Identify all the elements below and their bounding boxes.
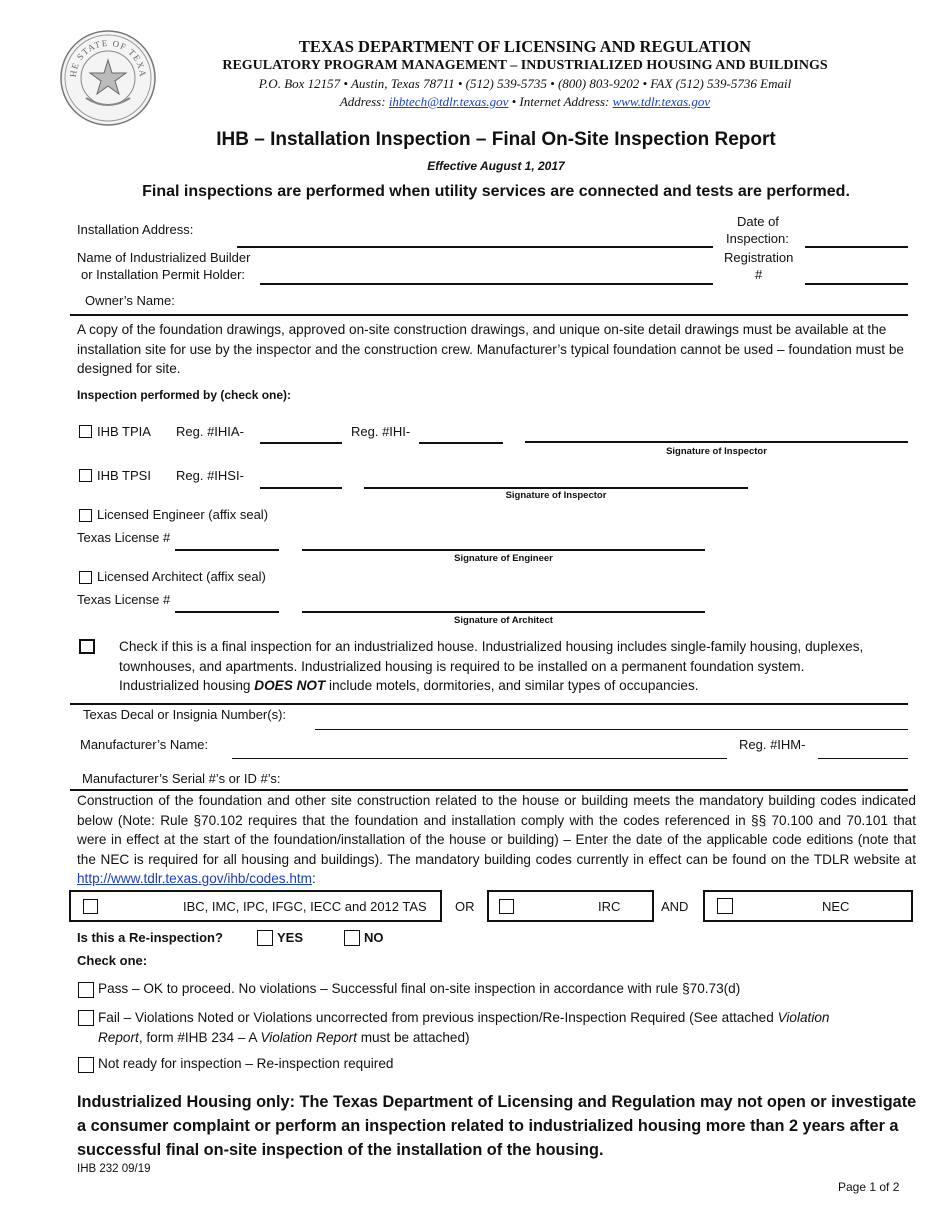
page-number: Page 1 of 2 [838, 1180, 900, 1194]
does-not-emphasis: DOES NOT [254, 678, 326, 693]
decal-label: Texas Decal or Insignia Number(s): [83, 707, 287, 722]
tpia-signature-label: Signature of Inspector [666, 446, 767, 457]
builder-field[interactable] [260, 283, 713, 285]
registration-field[interactable] [805, 283, 908, 285]
divider [70, 703, 908, 705]
fail-text-2: , form #IHB 234 – A [138, 1029, 261, 1045]
or-label: OR [455, 899, 475, 914]
reg-ihi-label: Reg. #IHI- [351, 424, 411, 439]
fail-report-word: Report [98, 1029, 139, 1045]
decal-field[interactable] [315, 729, 908, 730]
fail-violation-word: Violation [777, 1010, 830, 1025]
contact-line: P.O. Box 12157 • Austin, Texas 78711 • (512) 539-5735 • (800) 803-9202 • FAX (512) 539-5736 Email [258, 76, 792, 91]
final-house-line-3-post: include motels, dormitories, and similar types of occupancies. [325, 678, 699, 693]
fail-line-1 [98, 1008, 898, 1028]
reg-ihm-field[interactable] [818, 758, 908, 759]
tpsi-signature-field[interactable] [364, 487, 748, 489]
effective-date: Effective August 1, 2017 [427, 159, 565, 173]
fail-checkbox[interactable] [78, 1010, 94, 1026]
irc-label: IRC [598, 899, 621, 914]
foundation-notice: A copy of the foundation drawings, approved on-site construction drawings, and unique on-site detail drawings must be available at the installation site for use by the inspector and the construction crew. Manufacturer’s typical foundation cannot be used – foundation must be designed for site. [77, 322, 904, 376]
date-of-inspection-label-2: Inspection: [726, 231, 789, 246]
agency-name: TEXAS DEPARTMENT OF LICENSING AND REGULATION [298, 37, 752, 56]
nec-option-box [703, 890, 913, 922]
reinspection-yes-checkbox[interactable] [257, 930, 273, 946]
form-id: IHB 232 09/19 [77, 1163, 151, 1175]
codes-body: Construction of the foundation and other site construction related to the house or building meets the mandatory building codes indicated below (Note: Rule §70.102 requires that the foundation and installation comply with the codes referenced in §§ 70.100 and 70.101 that were in effect at the start of the foundation/installation of the house or building) – Enter the date of the applicable code editions (note that the NEC is required for all housing and buildings). The mandatory building codes currently in effect can be found on the TDLR website at [77, 793, 916, 867]
fail-label [98, 1008, 898, 1047]
installation-address-field[interactable] [237, 246, 713, 248]
tpsi-signature-label: Signature of Inspector [505, 490, 607, 501]
footer-notice: Industrialized Housing only: The Texas Department of Licensing and Regulation may not open or investigate a consumer complaint or perform an inspection related to industrialized housing more than 2 years after a successful final on-site inspection of the installation of the housing. [77, 1093, 917, 1159]
program-name: REGULATORY PROGRAM MANAGEMENT – INDUSTRIALIZED HOUSING AND BUILDINGS [222, 58, 828, 73]
engineer-signature-field[interactable] [302, 549, 705, 551]
final-house-line-3-pre: Industrialized housing [119, 678, 255, 693]
nec-checkbox[interactable] [717, 898, 733, 914]
ihb-tpia-checkbox[interactable] [79, 425, 92, 438]
nec-label: NEC [822, 899, 850, 914]
reg-ihm-label: Reg. #IHM- [739, 737, 806, 752]
installation-address-label: Installation Address: [77, 222, 194, 237]
pass-label: Pass – OK to proceed. No violations – Successful final on-site inspection in accordance with rule §70.73(d) [98, 981, 741, 996]
reg-ihsi-field[interactable] [260, 487, 342, 489]
fail-violation-report: Violation Report [260, 1029, 357, 1045]
final-house-text [119, 637, 919, 696]
registration-label-1: Registration [724, 250, 794, 265]
architect-signature-label: Signature of Architect [454, 615, 553, 626]
architect-license-label: Texas License # [77, 592, 171, 607]
tpia-signature-field[interactable] [525, 441, 908, 443]
ihb-tpsi-label: IHB TPSI [97, 468, 151, 483]
architect-label: Licensed Architect (affix seal) [97, 569, 266, 584]
date-of-inspection-field[interactable] [805, 246, 908, 248]
check-one-label: Check one: [77, 953, 148, 968]
engineer-license-field[interactable] [175, 549, 279, 551]
serial-label: Manufacturer’s Serial #’s or ID #’s: [82, 771, 281, 786]
ihb-tpsi-checkbox[interactable] [79, 469, 92, 482]
engineer-checkbox[interactable] [79, 509, 92, 522]
website-link[interactable]: www.tdlr.texas.gov [612, 94, 711, 109]
codes-paragraph [77, 791, 916, 889]
fail-text-1: Fail – Violations Noted or Violations uncorrected from previous inspection/Re-Inspection Required (See attached [98, 1010, 778, 1025]
not-ready-label: Not ready for inspection – Re-inspection required [98, 1056, 394, 1071]
registration-label-2: # [755, 267, 763, 282]
reinspection-no-checkbox[interactable] [344, 930, 360, 946]
reg-ihsi-label: Reg. #IHSI- [176, 468, 244, 483]
ibc-label: IBC, IMC, IPC, IFGC, IECC and 2012 TAS [183, 899, 427, 914]
final-house-checkbox[interactable] [79, 639, 95, 654]
architect-signature-field[interactable] [302, 611, 705, 613]
email-link[interactable]: ihbtech@tdlr.texas.gov [388, 94, 509, 109]
engineer-license-label: Texas License # [77, 530, 171, 545]
reinspection-question: Is this a Re-inspection? [77, 930, 223, 945]
not-ready-checkbox[interactable] [78, 1057, 94, 1073]
divider [70, 314, 908, 316]
pass-checkbox[interactable] [78, 982, 94, 998]
irc-checkbox[interactable] [499, 899, 514, 914]
final-house-line-3 [119, 676, 919, 696]
inspection-by-heading: Inspection performed by (check one): [77, 388, 292, 402]
form-title: IHB – Installation Inspection – Final On-Site Inspection Report [216, 129, 776, 150]
address-line [180, 94, 870, 110]
texas-state-seal [58, 28, 158, 128]
form-subtitle: Final inspections are performed when utility services are connected and tests are performed. [142, 183, 850, 200]
architect-license-field[interactable] [175, 611, 279, 613]
engineer-signature-label: Signature of Engineer [454, 553, 553, 564]
internet-prefix: • Internet Address: [511, 94, 610, 109]
builder-label-1: Name of Industrialized Builder [77, 250, 251, 265]
reg-ihia-field[interactable] [260, 442, 342, 444]
architect-checkbox[interactable] [79, 571, 92, 584]
address-prefix: Address: [339, 94, 386, 109]
ihb-tpia-label: IHB TPIA [97, 424, 151, 439]
fail-text-3: must be attached) [356, 1029, 470, 1045]
date-of-inspection-label-1: Date of [737, 214, 779, 229]
final-house-line-1: Check if this is a final inspection for an industrialized house. Industrialized housing includes single-family housing, duplexes, [119, 639, 864, 654]
owner-name-label: Owner’s Name: [85, 293, 175, 308]
manufacturer-name-field[interactable] [232, 758, 727, 759]
and-label: AND [661, 899, 689, 914]
final-house-line-2: townhouses, and apartments. Industrialized housing is required to be installed on a permanent foundation system. [119, 658, 805, 674]
ibc-checkbox[interactable] [83, 899, 98, 914]
fail-line-2 [98, 1028, 898, 1048]
engineer-label: Licensed Engineer (affix seal) [97, 507, 269, 522]
codes-end: : [311, 871, 316, 886]
reinspection-no-label: NO [364, 930, 384, 945]
codes-link[interactable]: http://www.tdlr.texas.gov/ihb/codes.htm [77, 871, 312, 886]
builder-label-2: or Installation Permit Holder: [81, 267, 246, 282]
reg-ihia-label: Reg. #IHIA- [176, 424, 244, 439]
reinspection-yes-label: YES [277, 930, 304, 945]
manufacturer-name-label: Manufacturer’s Name: [80, 737, 209, 752]
reg-ihi-field[interactable] [419, 442, 503, 444]
seal-text: HE STATE OF TEXA [67, 37, 149, 79]
